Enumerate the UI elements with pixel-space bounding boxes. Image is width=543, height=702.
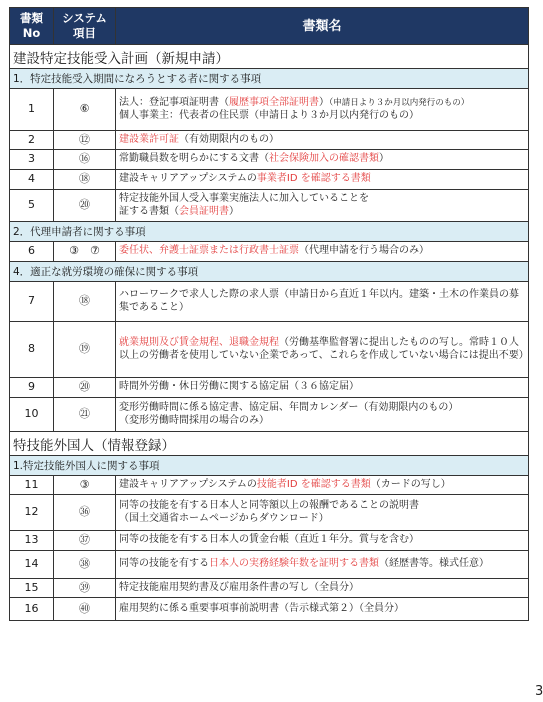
text-segment: 建設キャリアアップシステムの (119, 173, 257, 185)
section-title-row (10, 432, 529, 456)
table-row (10, 531, 529, 551)
document-number: 6 (10, 242, 54, 262)
text-segment: ） (379, 153, 389, 165)
group-title-row (10, 222, 529, 242)
text-segment: 時間外労働・休日労働に関する協定届（３６協定届） (119, 381, 359, 393)
document-name (116, 89, 529, 131)
text-segment: 変形労働時間に係る協定書、協定届、年間カレンダー（有効期限内のもの） （変形労働時間採用の場合のみ） (119, 402, 459, 426)
table-row (10, 131, 529, 150)
document-number: 13 (10, 531, 54, 551)
group-title: 4．適正な就労環境の確保に関する事項 (10, 262, 529, 282)
table-row (10, 398, 529, 432)
highlighted-text: 会員証明書 (179, 205, 229, 217)
highlighted-text: 事業者ID を確認する書類 (256, 173, 371, 185)
table-row (10, 579, 529, 598)
text-segment: 建設キャリアアップシステムの (119, 478, 257, 490)
text-segment: 同等の技能を有する日本人と同等額以上の報酬であることの説明書 （国土交通省ホームページからダウンロード） (119, 500, 419, 524)
group-title-row (10, 262, 529, 282)
document-name (116, 579, 529, 598)
group-title-row (10, 456, 529, 476)
system-item: ⑳ (54, 378, 116, 398)
section-title: 特技能外国人（情報登録） (10, 432, 529, 456)
text-segment: 法人：登記事項証明書（ (119, 97, 229, 108)
table-row (10, 150, 529, 170)
group-title: 1.特定技能外国人に関する事項 (10, 456, 529, 476)
system-item: ㊱ (54, 495, 116, 531)
document-name (116, 150, 529, 170)
text-segment: （申請日より３か月以内発行のもの） (329, 98, 470, 108)
text-segment: 雇用契約に係る重要事項事前説明書（告示様式第２）（全員分） (119, 602, 404, 614)
document-name (116, 531, 529, 551)
document-number: 10 (10, 398, 54, 432)
system-item: ㊲ (54, 531, 116, 551)
system-item: ⑳ (54, 190, 116, 222)
system-item: ③ (54, 476, 116, 495)
system-item: ⑱ (54, 282, 116, 322)
document-number: 8 (10, 322, 54, 378)
table-row (10, 322, 529, 378)
table-row (10, 242, 529, 262)
header-no: 書類No (10, 8, 54, 45)
document-number: 12 (10, 495, 54, 531)
table-row (10, 476, 529, 495)
document-number: 9 (10, 378, 54, 398)
highlighted-text: 建設業許可証 (119, 133, 179, 145)
text-segment: 常勤職員数を明らかにする文書（ (119, 153, 269, 165)
text-segment: （カードの写し） (370, 478, 451, 490)
highlighted-text: 就業規則及び賃金規程、退職金規程 (119, 337, 279, 348)
system-item: ③ ⑦ (54, 242, 116, 262)
table-header (10, 8, 529, 45)
document-number: 2 (10, 131, 54, 150)
system-item: ㊴ (54, 579, 116, 598)
document-number: 15 (10, 579, 54, 598)
document-name (116, 598, 529, 621)
section-title-row (10, 45, 529, 69)
document-name (116, 131, 529, 150)
system-item: ⑥ (54, 89, 116, 131)
table-row (10, 190, 529, 222)
text-segment: ） (319, 97, 329, 108)
document-name (116, 378, 529, 398)
table-row (10, 598, 529, 621)
highlighted-text: 委任状、弁護士証票または行政書士証票 (119, 245, 299, 257)
table-body (10, 45, 529, 621)
document-name (116, 322, 529, 378)
document-number: 1 (10, 89, 54, 131)
document-name (116, 170, 529, 190)
table-row (10, 378, 529, 398)
document-number: 11 (10, 476, 54, 495)
system-item: ⑫ (54, 131, 116, 150)
system-item: ⑱ (54, 170, 116, 190)
group-title: 1．特定技能受入期間になろうとする者に関する事項 (10, 69, 529, 89)
system-item: ㊵ (54, 598, 116, 621)
system-item: ㉑ (54, 398, 116, 432)
text-segment: 同等の技能を有する (119, 558, 209, 570)
highlighted-text: 技能者ID を確認する書類 (256, 478, 371, 490)
document-name (116, 282, 529, 322)
text-segment: ） (229, 205, 239, 217)
text-segment: （経歴書等。様式任意） (379, 558, 489, 570)
table-row (10, 282, 529, 322)
system-item: ㊳ (54, 551, 116, 579)
document-number: 5 (10, 190, 54, 222)
page-number: 3 (535, 684, 543, 699)
text-segment: （代理申請を行う場合のみ） (299, 245, 429, 257)
text-segment: （有効期限内のもの） (179, 133, 279, 145)
text-segment: 同等の技能を有する日本人の賃金台帳（直近１年分。賞与を含む） (119, 534, 419, 546)
text-segment: 特定技能雇用契約書及び雇用条件書の写し（全員分） (119, 581, 359, 593)
document-name (116, 551, 529, 579)
highlighted-text: 履歴事項全部証明書 (229, 97, 319, 108)
table-row (10, 170, 529, 190)
document-name (116, 190, 529, 222)
text-segment: 個人事業主：代表者の住民票（申請日より３か月以内発行のもの） (119, 109, 419, 121)
text-segment: （労働基準監督署に提出したものの写し。常時１０人以上の労働者を使用していない企業であって、これらを作成していない場合には提出不要） (119, 337, 529, 361)
document-number: 4 (10, 170, 54, 190)
system-item: ⑯ (54, 150, 116, 170)
document-number: 7 (10, 282, 54, 322)
header-system-item: システム 項目 (54, 8, 116, 45)
text-segment: ハローワークで求人した際の求人票（申請日から直近１年以内。建築・土木の作業員の募集であること） (119, 289, 519, 313)
document-name (116, 476, 529, 495)
header-document-name: 書類名 (116, 8, 529, 45)
system-item: ⑲ (54, 322, 116, 378)
document-number: 16 (10, 598, 54, 621)
table-row (10, 551, 529, 579)
document-number: 14 (10, 551, 54, 579)
document-name (116, 242, 529, 262)
document-list-table (9, 7, 529, 621)
text-segment: 特定技能外国人受入事業実施法人に加入していることを 証する書類（ (119, 193, 369, 217)
table-row (10, 495, 529, 531)
table-row (10, 89, 529, 131)
highlighted-text: 日本人の実務経験年数を証明する書類 (209, 558, 379, 570)
document-name (116, 495, 529, 531)
highlighted-text: 社会保険加入の確認書類 (269, 153, 379, 165)
document-name (116, 398, 529, 432)
document-number: 3 (10, 150, 54, 170)
group-title: 2．代理申請者に関する事項 (10, 222, 529, 242)
group-title-row (10, 69, 529, 89)
section-title: 建設特定技能受入計画（新規申請） (10, 45, 529, 69)
